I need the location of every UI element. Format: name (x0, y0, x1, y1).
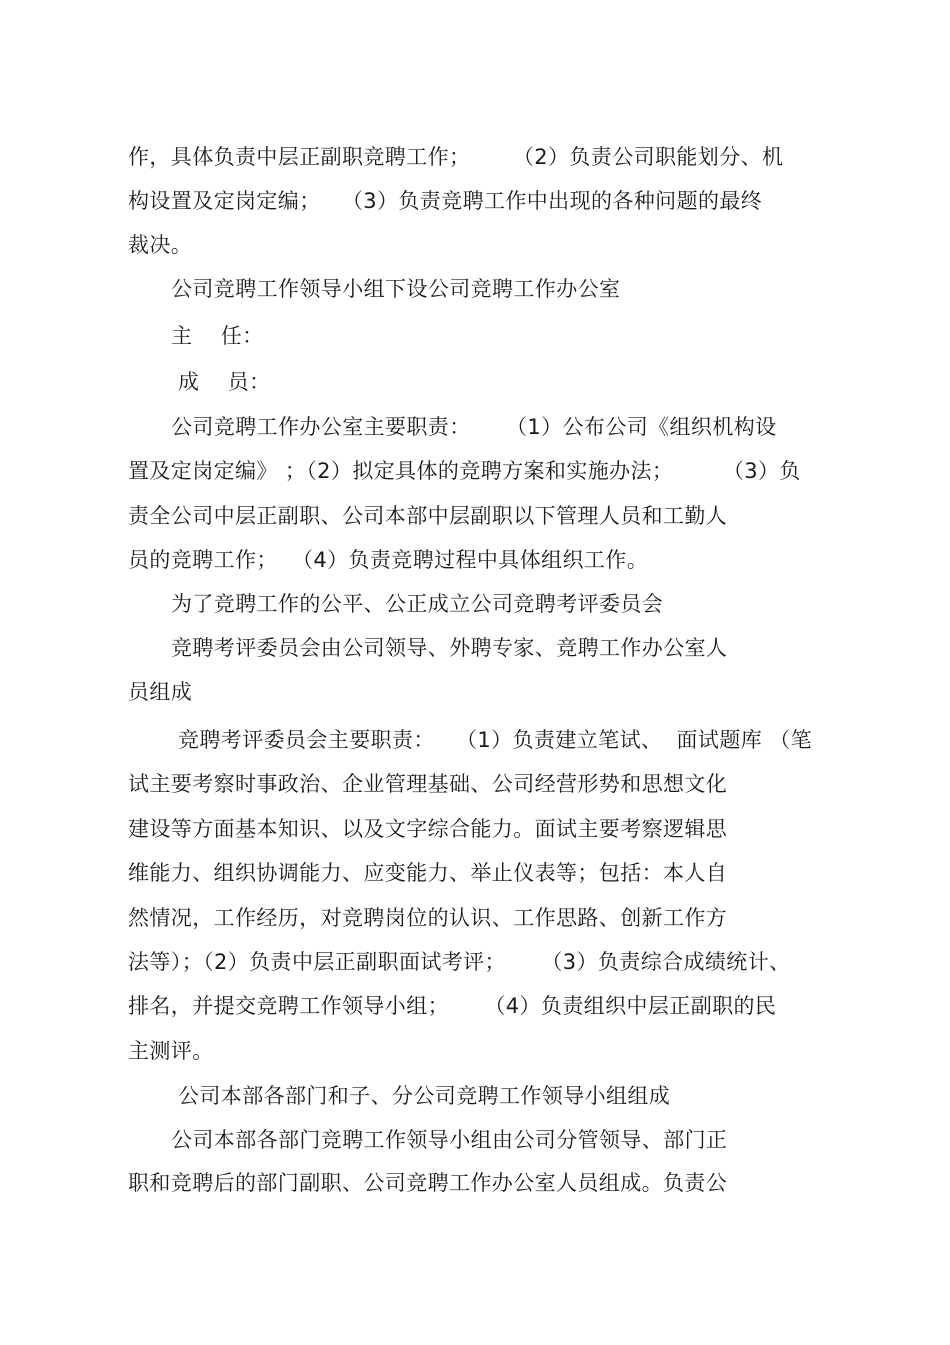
text-line: 建设等方面基本知识、以及文字综合能力。面试主要考察逻辑思 (128, 817, 728, 841)
text-line: 员的竞聘工作； （4）负责竞聘过程中具体组织工作。 (128, 548, 649, 572)
text-line: 职和竞聘后的部门副职、公司竞聘工作办公室人员组成。负责公 (128, 1171, 728, 1195)
text-line: 置及定岗定编》 ；（2）拟定具体的竞聘方案和实施办法； （3）负 (128, 459, 801, 483)
text-line: 竞聘考评委员会主要职责： （1）负责建立笔试、 面试题库 （笔 (178, 728, 813, 752)
text-line: 然情况，工作经历，对竞聘岗位的认识、工作思路、创新工作方 (128, 906, 728, 930)
text-line: 责全公司中层正副职、公司本部中层副职以下管理人员和工勤人 (128, 504, 728, 528)
text-line: 裁决。 (128, 233, 193, 257)
text-line: 法等）；（2）负责中层正副职面试考评； （3）负责综合成绩统计、 (128, 950, 791, 974)
text-line: 公司竞聘工作领导小组下设公司竞聘工作办公室 (171, 277, 621, 301)
text-line: 试主要考察时事政治、企业管理基础、公司经营形势和思想文化 (128, 772, 728, 796)
text-line: 员组成 (128, 680, 193, 704)
text-line: 公司竞聘工作办公室主要职责： （1）公布公司《组织机构设 (171, 415, 777, 439)
text-line: 成 员： (178, 370, 271, 394)
text-line: 公司本部各部门竞聘工作领导小组由公司分管领导、部门正 (171, 1128, 728, 1152)
text-line: 公司本部各部门和子、分公司竞聘工作领导小组组成 (178, 1084, 671, 1108)
text-line: 排名，并提交竞聘工作领导小组； （4）负责组织中层正副职的民 (128, 994, 777, 1018)
text-line: 作，具体负责中层正副职竞聘工作； （2）负责公司职能划分、机 (128, 145, 784, 169)
text-line: 主测评。 (128, 1039, 214, 1063)
text-line: 主 任： (171, 324, 264, 348)
text-line: 维能力、组织协调能力、应变能力、举止仪表等；包括：本人自 (128, 861, 728, 885)
text-line: 为了竞聘工作的公平、公正成立公司竞聘考评委员会 (171, 592, 664, 616)
text-line: 构设置及定岗定编； （3）负责竞聘工作中出现的各种问题的最终 (128, 189, 763, 213)
text-line: 竞聘考评委员会由公司领导、外聘专家、竞聘工作办公室人 (171, 636, 728, 660)
